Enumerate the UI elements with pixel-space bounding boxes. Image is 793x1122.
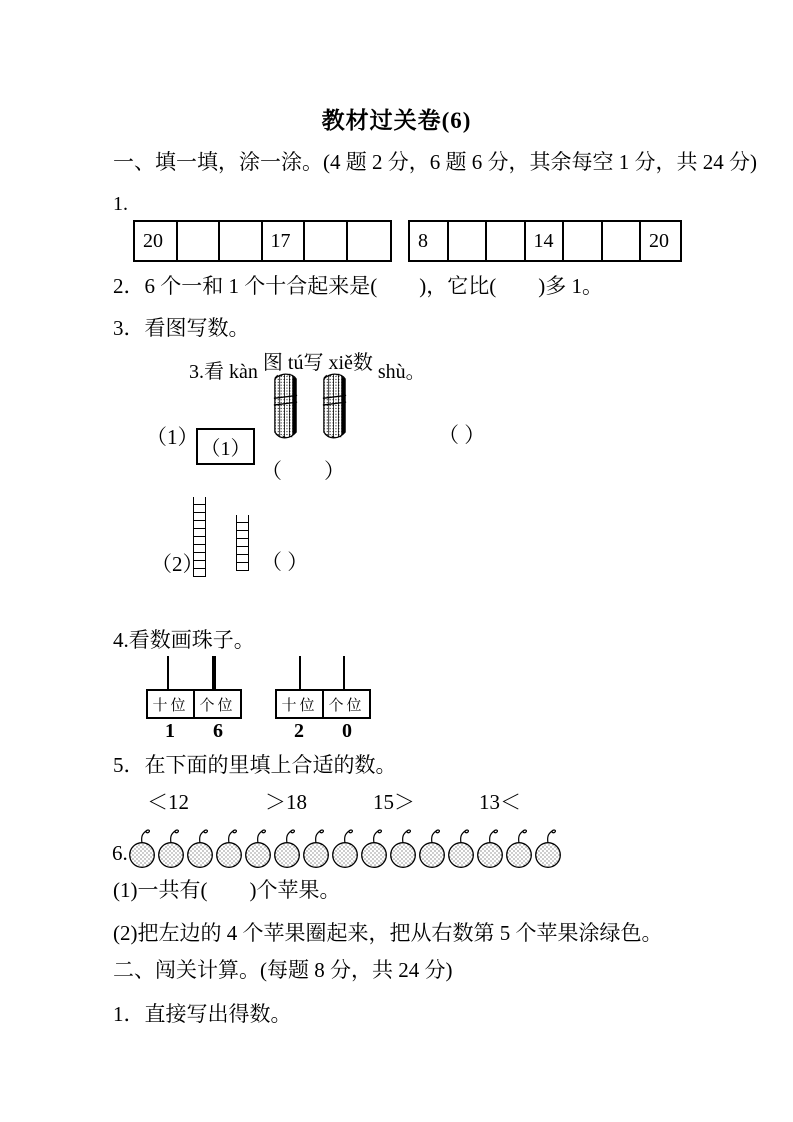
q3-sub2-label: （2） [151, 552, 204, 576]
q5-item-2: ＞18 [265, 790, 307, 814]
apple-icon [244, 826, 273, 870]
page-title: 教材过关卷(6) [321, 108, 472, 133]
caption-suffix: shù。 [372, 361, 426, 383]
apple-icon [505, 826, 534, 870]
stick-cube [193, 529, 206, 537]
tens-place-label: 十位 [148, 691, 195, 717]
q1-label: 1. [113, 193, 128, 215]
ones-value: 0 [342, 720, 352, 742]
q5-item-1: ＜12 [147, 790, 189, 814]
section1-heading: 一、填一填，涂一涂。(4 题 2 分，6 题 6 分，其余每空 1 分，共 24 分) [113, 150, 757, 174]
q4-place-value-diagram-1 [146, 656, 242, 746]
number-cell [487, 222, 526, 260]
section2-heading: 二、闯关计算。(每题 8 分，共 24 分) [113, 958, 453, 982]
stick-bundle-icon [320, 371, 349, 441]
stick-cube [193, 537, 206, 545]
stick-cube [236, 539, 249, 547]
ones-value: 6 [213, 720, 223, 742]
q5-item-4: 13＜ [479, 790, 521, 814]
apple-icon [302, 826, 331, 870]
q3-sub1-label: （1） [146, 425, 199, 449]
apple-icon [360, 826, 389, 870]
number-cell [220, 222, 263, 260]
caption-prefix: 3.看 kàn [189, 361, 263, 383]
bead-rod [299, 656, 301, 689]
stick-cube [236, 531, 249, 539]
q2-text: 2．6 个一和 1 个十合起来是( )，它比( )多 1。 [113, 274, 603, 298]
bead-rod [167, 656, 169, 689]
number-cell [348, 222, 391, 260]
q3-sub1-box: （1） [196, 428, 255, 465]
number-cell: 8 [410, 222, 449, 260]
tens-value: 1 [165, 720, 175, 742]
stick-cube [236, 563, 249, 571]
section2-q1-label: 1．直接写出得数。 [113, 1002, 292, 1026]
q3-stick-column-2 [236, 515, 249, 571]
apple-icon [273, 826, 302, 870]
q3-label: 3．看图写数。 [113, 316, 250, 340]
q3-sub2-blank: （ ） [261, 550, 309, 574]
q4-label: 4.看数画珠子。 [113, 628, 255, 652]
number-cell [178, 222, 221, 260]
apple-icon [331, 826, 360, 870]
q5-label: 5．在下面的里填上合适的数。 [113, 753, 397, 777]
q6-sub1-text: (1)一共有( )个苹果。 [113, 878, 341, 902]
stick-cube [236, 547, 249, 555]
stick-bundle-icon [271, 371, 300, 441]
stick-cube [236, 523, 249, 531]
place-value-table [275, 689, 371, 719]
number-cell: 14 [526, 222, 565, 260]
number-cell: 17 [263, 222, 306, 260]
place-value-table [146, 689, 242, 719]
ones-place-label: 个位 [199, 697, 236, 714]
number-cell [305, 222, 348, 260]
stick-cube [236, 515, 249, 523]
stick-cube [236, 555, 249, 563]
number-cell: 20 [649, 229, 669, 252]
q6-apples-row [128, 826, 563, 870]
apple-icon [476, 826, 505, 870]
place-value-numbers [146, 720, 242, 743]
apple-icon [157, 826, 186, 870]
q3-sub1-blank-below: （ ） [261, 459, 345, 483]
number-cell [449, 222, 488, 260]
stick-cube [193, 521, 206, 529]
q6-sub2-text: (2)把左边的 4 个苹果圈起来，把从右数第 5 个苹果涂绿色。 [113, 921, 663, 945]
number-cell [603, 222, 642, 260]
caption-ruby: 图 tú写 xiě数 [262, 352, 373, 374]
ones-place-label: 个位 [328, 697, 365, 714]
q1-number-table-2 [408, 220, 682, 262]
number-cell: 20 [135, 222, 178, 260]
number-cell [564, 222, 603, 260]
apple-icon [186, 826, 215, 870]
q5-item-3: 15＞ [373, 790, 415, 814]
apple-icon [534, 826, 563, 870]
place-value-numbers [275, 720, 371, 743]
q3-sub1-blank-right: （ ） [438, 423, 486, 447]
stick-cube [193, 497, 206, 505]
bead-rod [343, 656, 345, 689]
apple-icon [447, 826, 476, 870]
stick-cube [193, 505, 206, 513]
bead-rod [212, 656, 216, 689]
tens-place-label: 十位 [277, 691, 324, 717]
apple-icon [389, 826, 418, 870]
stick-cube [193, 513, 206, 521]
apple-icon [128, 826, 157, 870]
tens-value: 2 [294, 720, 304, 742]
apple-icon [215, 826, 244, 870]
q6-label: 6. [112, 841, 128, 865]
q1-number-table-1 [133, 220, 392, 262]
q4-place-value-diagram-2 [275, 656, 371, 746]
q3-stick-bundles [271, 371, 349, 441]
apple-icon [418, 826, 447, 870]
